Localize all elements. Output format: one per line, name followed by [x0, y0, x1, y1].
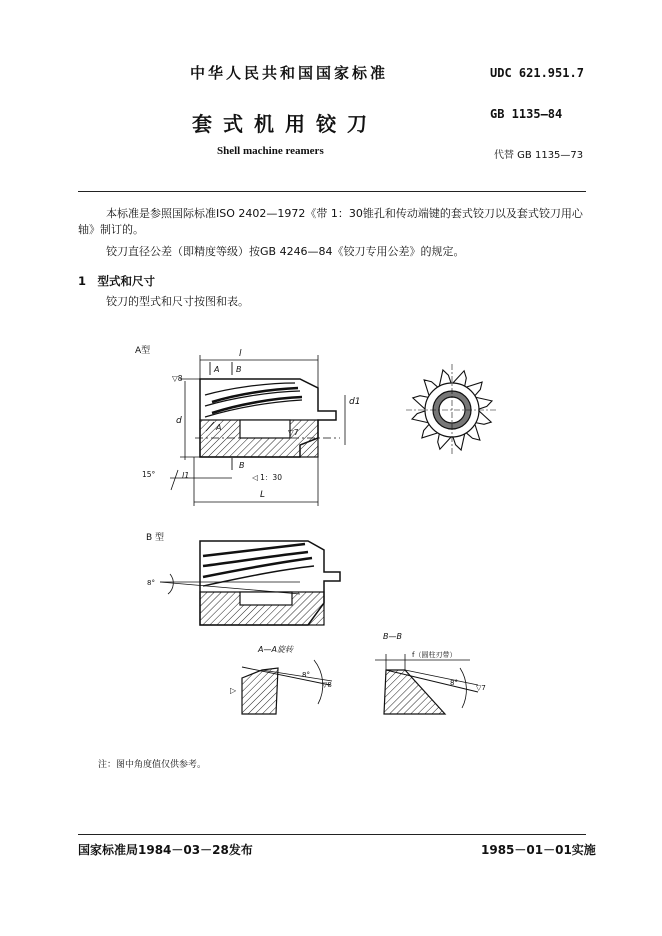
page-title-english: Shell machine reamers: [217, 145, 324, 157]
dim-L-label: L: [260, 490, 266, 500]
section-a-bottom: A: [216, 423, 222, 432]
roughness-7-label: ▽7: [288, 428, 299, 437]
a-a-side-mark: ▷: [230, 686, 237, 695]
dim-l-label: l: [239, 349, 242, 359]
page-title: 套式机用铰刀: [192, 112, 378, 136]
view-b-b: [375, 654, 478, 714]
section-a-top: A: [214, 365, 220, 374]
dim-d-label: d: [176, 416, 182, 426]
effective-date: 1985－01－01实施: [481, 843, 596, 857]
type-a-label: A型: [135, 346, 151, 356]
replaces-standard: 代替 GB 1135—73: [494, 150, 584, 161]
paragraph-3: 铰刀的型式和尺寸按图和表。: [106, 295, 249, 308]
view-b-b-angle: 8°: [450, 679, 458, 687]
angle-8-label: 8°: [147, 579, 155, 587]
view-a-a-angle: 8°: [302, 671, 310, 679]
type-a-view: [170, 355, 345, 506]
view-a-a-title: A—A旋转: [258, 645, 293, 654]
section-b-top: B: [236, 365, 242, 374]
dim-d1-label: d1: [349, 397, 361, 407]
paragraph-2: 铰刀直径公差（即精度等级）按GB 4246—84《铰刀专用公差》的规定。: [106, 245, 465, 258]
view-a-a: [242, 660, 332, 714]
gb-number: GB 1135—84: [490, 107, 563, 121]
dim-l1-label: l1: [182, 471, 190, 480]
view-b-b-roughness: ▽7: [476, 684, 486, 692]
roughness-8-label: ▽8: [172, 374, 183, 383]
figure-note: 注：图中角度值仅供参考。: [98, 760, 207, 770]
paragraph-1: 本标准是参照国际标准ISO 2402—1972《带 1：30锥孔和传动端键的套式铰刀以及套式铰刀用心: [106, 207, 583, 220]
type-b-view: [160, 541, 340, 625]
view-a-a-roughness: ▽8: [322, 681, 332, 689]
end-view: [406, 364, 498, 456]
header-org: 中华人民共和国国家标准: [190, 64, 389, 82]
udc-code: UDC 621.951.7: [490, 66, 584, 80]
section-heading-1: 1 型式和尺寸: [78, 274, 156, 288]
view-b-b-title: B—B: [383, 632, 402, 641]
type-b-label: B 型: [146, 533, 165, 543]
footer-rule: [78, 834, 586, 835]
issue-date: 国家标准局1984－03－28发布: [78, 843, 253, 857]
land-label: f（圆柱刃带）: [412, 651, 457, 659]
angle-15-label: 15°: [142, 470, 156, 479]
section-b-bottom: B: [239, 461, 245, 470]
taper-label: ◁ 1：30: [252, 473, 282, 482]
paragraph-1-cont: 轴》制订的。: [78, 223, 144, 236]
